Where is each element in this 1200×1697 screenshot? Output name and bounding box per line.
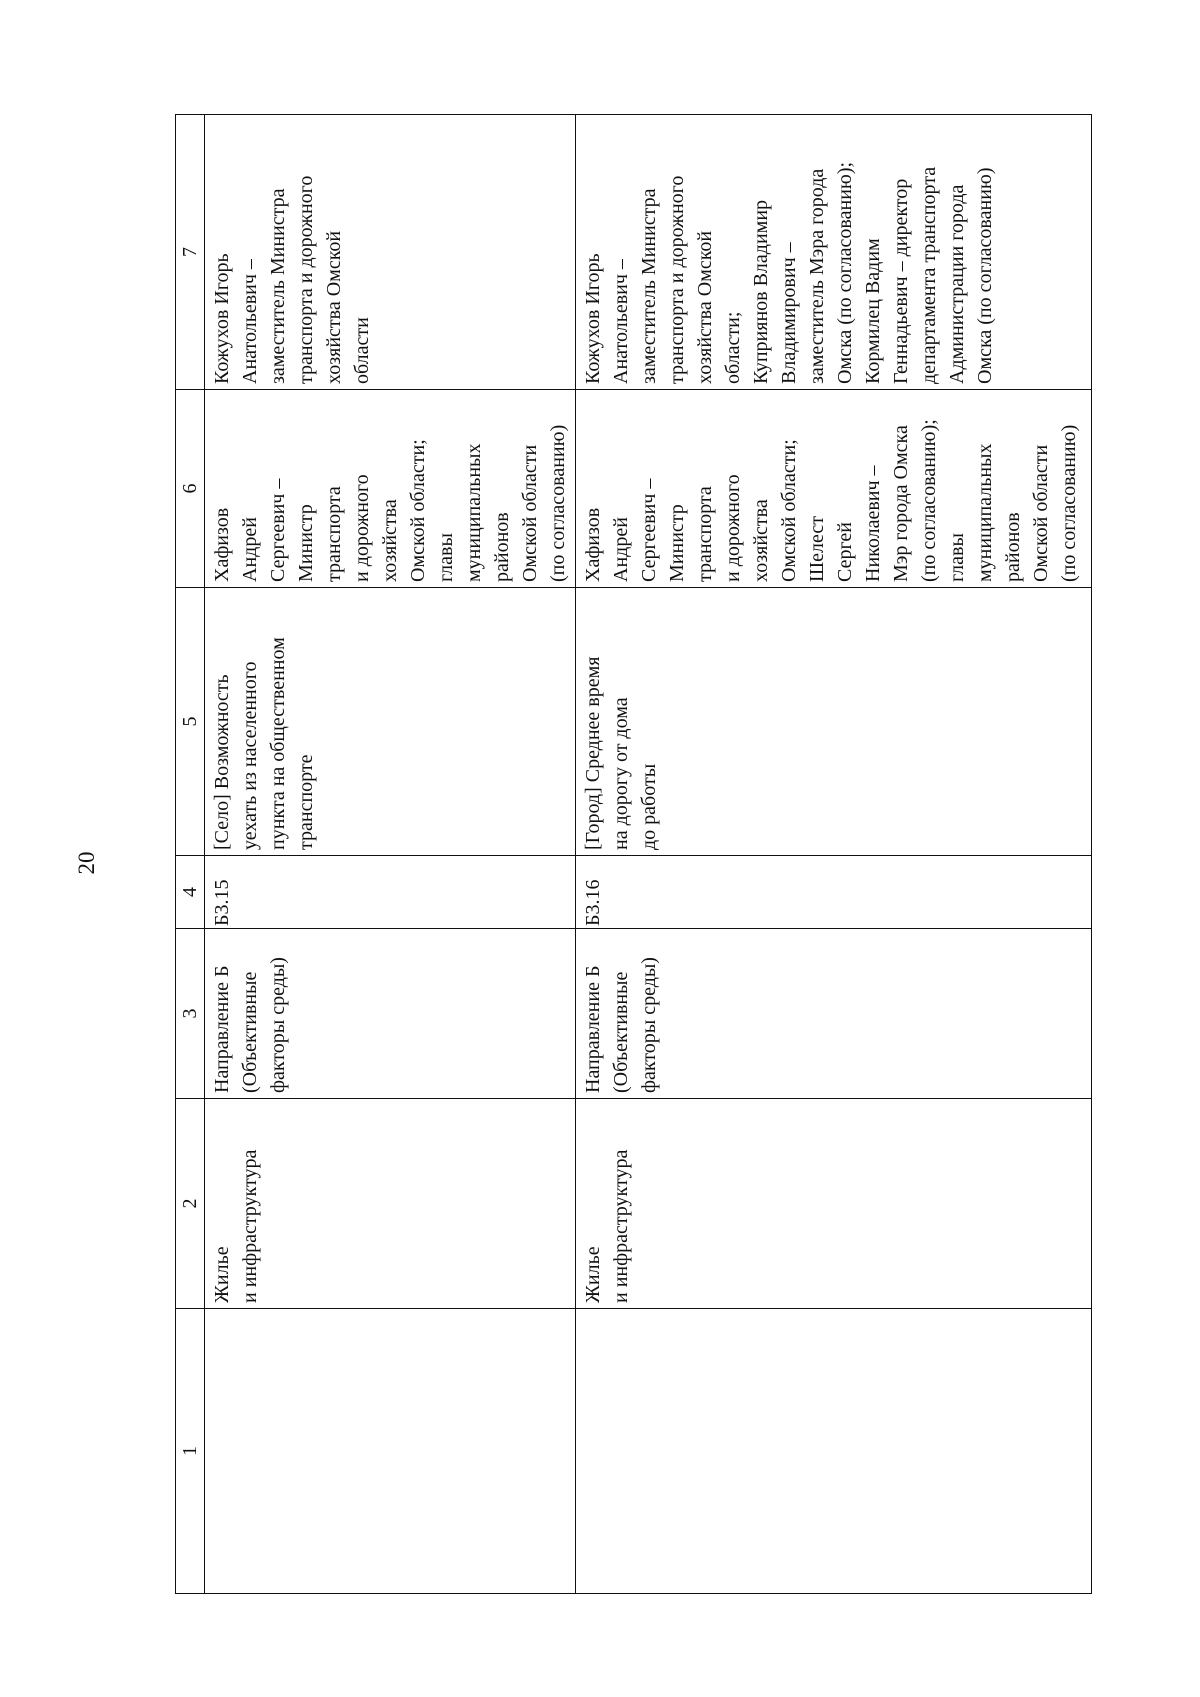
cell-number — [576, 1309, 1092, 1594]
col-header-2: 2 — [176, 1099, 205, 1309]
cell-executor: Кожухов Игорь Анатольевич – заместитель Министра транспорта и дорожного хозяйства Омской области; Куприянов Владимир Владимирович – заместитель Мэра города Омска (по согласованию); Кормилец Вадим Геннадьевич – директор департамента транспорта Администрации города Омска (по согласованию) — [576, 115, 1092, 390]
col-header-5: 5 — [176, 588, 205, 856]
cell-code: Б3.16 — [576, 856, 1092, 929]
cell-executor: Кожухов Игорь Анатольевич – заместитель Министра транспорта и дорожного хозяйства Омской области — [205, 115, 576, 390]
cell-direction: Направление Б (Объективные факторы среды) — [205, 929, 576, 1099]
table-row — [205, 115, 576, 1594]
col-header-1: 1 — [176, 1309, 205, 1594]
responsibility-table — [175, 114, 1092, 1594]
cell-direction: Направление Б (Объективные факторы среды) — [576, 929, 1092, 1099]
header-row — [176, 115, 205, 1594]
col-header-6: 6 — [176, 390, 205, 588]
cell-indicator: [Село] Возможность уехать из населенного пункта на общественном транспорте — [205, 588, 576, 856]
col-header-7: 7 — [176, 115, 205, 390]
cell-sphere: Жилье и инфраструктура — [205, 1099, 576, 1309]
page-number: 20 — [74, 851, 99, 875]
table-row — [576, 115, 1092, 1594]
cell-responsible: Хафизов Андрей Сергеевич – Министр транспорта и дорожного хозяйства Омской области; Шелест Сергей Николаевич – Мэр города Омска (по согласованию); главы муниципальных районов Омской области (по согласованию) — [576, 390, 1092, 588]
cell-indicator: [Город] Среднее время на дорогу от дома до работы — [576, 588, 1092, 856]
cell-code: Б3.15 — [205, 856, 576, 929]
cell-sphere: Жилье и инфраструктура — [576, 1099, 1092, 1309]
col-header-3: 3 — [176, 929, 205, 1099]
cell-responsible: Хафизов Андрей Сергеевич – Министр транспорта и дорожного хозяйства Омской области; главы муниципальных районов Омской области (по согласованию) — [205, 390, 576, 588]
col-header-4: 4 — [176, 856, 205, 929]
cell-number — [205, 1309, 576, 1594]
rotated-table-container — [175, 115, 1092, 1594]
